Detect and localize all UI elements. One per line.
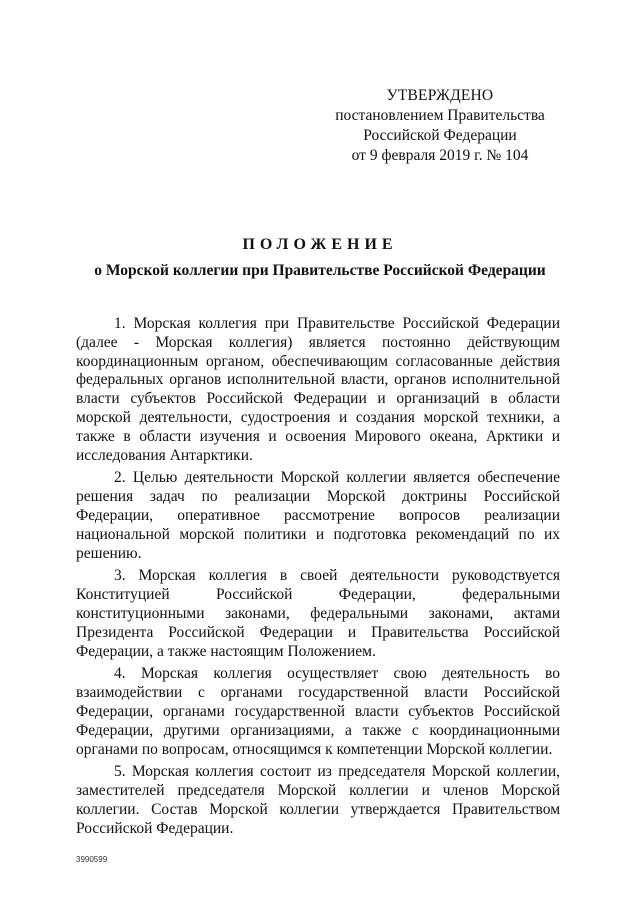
paragraph: 5. Морская коллегия состоит из председателя Морской коллегии, заместителей председателя Морской коллегии и членов Морской коллегии. Состав Морской коллегии утверждается Правительством Российской Федерации.: [76, 763, 560, 837]
document-title: ПОЛОЖЕНИЕ: [242, 236, 398, 253]
approval-line: Российской Федерации: [363, 127, 517, 144]
document-subtitle: о Морской коллегии при Правительстве Российской Федерации: [94, 262, 546, 279]
paragraph: 1. Морская коллегия при Правительстве Российской Федерации (далее - Морская коллегия) является постоянно действующим координационным органом, обеспечивающим согласованные действия федеральных органов исполнительной власти, органов исполнительной власти субъектов Российской Федерации и организаций в области морской деятельности, судостроения и создания морской техники, а также в области изучения и освоения Мирового океана, Арктики и исследования Антарктики.: [76, 315, 560, 464]
approval-date-number: от 9 февраля 2019 г. № 104: [351, 147, 529, 164]
approval-stamp: УТВЕРЖДЕНО: [386, 87, 494, 104]
approval-line: постановлением Правительства: [335, 107, 545, 124]
document-body: [76, 315, 560, 843]
paragraph: 3. Морская коллегия в своей деятельности руководствуется Конституцией Российской Федерации, федеральными конституционными законами, федеральными законами, актами Президента Российской Федерации и Правительства Российской Федерации, а также настоящим Положением.: [76, 567, 560, 660]
paragraph: 4. Морская коллегия осуществляет свою деятельность во взаимодействии с органами государственной власти Российской Федерации, органами государственной власти субъектов Российской Федерации, другими организациями, а также с координационными органами по вопросам, относящимся к компетенции Морской коллегии.: [76, 665, 560, 758]
paragraph: 2. Целью деятельности Морской коллегии является обеспечение решения задач по реализации Морской доктрины Российской Федерации, оперативное рассмотрение вопросов реализации национальной морской политики и подготовка рекомендаций по их решению.: [76, 469, 560, 562]
approval-block: [330, 86, 550, 166]
document-code: 3990599: [76, 855, 108, 864]
